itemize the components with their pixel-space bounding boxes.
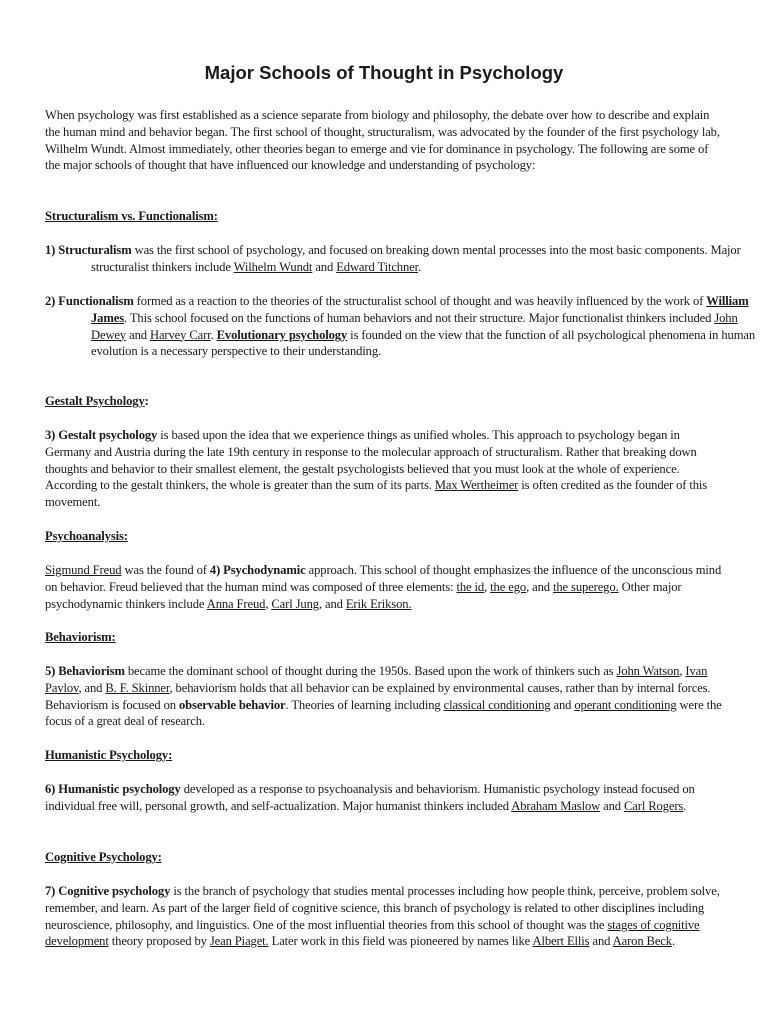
link-operant-conditioning[interactable]: operant conditioning — [574, 697, 677, 712]
link-john-watson[interactable]: John Watson — [616, 664, 680, 678]
paragraph-functionalism: 2) Functionalism formed as a reaction to the theories of the structuralist school of thought and was heavily influenced by the work of William James. This school focused on the functions of human behaviors and not their structure. Major functionalist thinkers included John Dewey and Harvey Carr. Evolutionary psychology is founded on the view that the function of all psychological phenomena in human evolution is a necessary perspective to their understanding. — [45, 294, 756, 359]
intro-paragraph: When psychology was first established as a science separate from biology and philosophy, the debate over how to describe and explain the human mind and behavior began. The first school of thought, structuralism, was advocated by the founder of the first psychology lab, Wilhelm Wundt. Almost immediately, other theories began to emerge and vie for dominance in psychology. The following are some of the major schools of thought that have influenced our knowledge and understanding of psychology: — [45, 108, 720, 173]
term-observable-behavior: observable behavior — [179, 697, 286, 712]
link-edward-titchner[interactable]: Edward Titchner — [336, 259, 419, 274]
link-aaron-beck[interactable]: Aaron Beck — [612, 934, 672, 949]
link-erik-erikson[interactable]: Erik Erikson. — [345, 596, 412, 611]
link-max-wertheimer[interactable]: Max Wertheimer — [434, 478, 519, 493]
paragraph-gestalt: 3) Gestalt psychology is based upon the idea that we experience things as unified wholes. This approach to psychology began in Germany and Austria during the late 19th century in response to the molecular approach of structuralism. Rather that breaking down thoughts and behavior to their smallest element, the gestalt psychologists believed that you must look at the whole of experience. According to the gestalt thinkers, the whole is greater than the sum of its parts. Max Wertheimer is often credited as the founder of this movement. — [45, 428, 708, 510]
section-heading-cognitive: Cognitive Psychology: — [45, 850, 162, 864]
paragraph-behaviorism: 5) Behaviorism became the dominant school of thought during the 1950s. Based upon the work of thinkers such as John Watson, Ivan Pavlov, and B. F. Skinner, behaviorism holds that all behavior can be explained by environmental causes, rather than by internal forces. Behaviorism is focused on observable behavior. Theories of learning including classical conditioning and operant conditioning were the focus of a great deal of research. — [45, 664, 722, 729]
term-psychodynamic: 4) Psychodynamic — [209, 563, 306, 577]
paragraph-psychodynamic: Sigmund Freud was the found of 4) Psychodynamic approach. This school of thought emphasizes the influence of the unconscious mind on behavior. Freud believed that the human mind was composed of three elements: the id, the ego, and the superego. Other major psychodynamic thinkers include Anna Freud, Carl Jung, and Erik Erikson. — [45, 563, 722, 611]
section-heading-humanistic: Humanistic Psychology: — [45, 748, 173, 762]
link-anna-freud[interactable]: Anna Freud — [206, 596, 266, 611]
link-albert-ellis[interactable]: Albert Ellis — [532, 934, 590, 949]
link-william-james[interactable]: William James — [91, 294, 749, 325]
link-stages-of-cognitive-development[interactable]: stages of cognitive development — [45, 917, 700, 949]
section-heading-psychoanalysis: Psychoanalysis: — [45, 529, 128, 543]
term-behaviorism: Behaviorism — [58, 664, 125, 678]
link-the-ego[interactable]: the ego — [490, 579, 527, 594]
link-john-dewey[interactable]: John Dewey — [91, 310, 738, 342]
term-functionalism: Functionalism — [58, 294, 134, 308]
link-the-superego[interactable]: the superego. — [552, 579, 619, 594]
link-abraham-maslow[interactable]: Abraham Maslow — [511, 798, 601, 813]
term-humanistic-psychology: Humanistic psychology — [58, 782, 181, 796]
term-gestalt-psychology: Gestalt psychology — [58, 428, 158, 442]
link-jean-piaget[interactable]: Jean Piaget. — [209, 934, 269, 949]
link-ivan-pavlov[interactable]: Ivan Pavlov — [45, 664, 708, 695]
section-heading-behaviorism: Behaviorism: — [45, 630, 116, 644]
link-the-id[interactable]: the id — [456, 579, 485, 594]
page-title: Major Schools of Thought in Psychology — [204, 62, 564, 83]
section-heading-gestalt: Gestalt Psychology: — [45, 394, 149, 408]
paragraph-cognitive: 7) Cognitive psychology is the branch of psychology that studies mental processes including how people think, perceive, problem solve, remember, and learn. As part of the larger field of cognitive science, this branch of psychology is related to other disciplines including neuroscience, philosophy, and linguistics. One of the most influential theories from this school of thought was the stages of cognitive development theory proposed by Jean Piaget. Later work in this field was pioneered by names like Albert Ellis and Aaron Beck. — [45, 884, 720, 949]
link-carl-jung[interactable]: Carl Jung — [271, 596, 319, 611]
link-bf-skinner[interactable]: B. F. Skinner — [105, 680, 170, 695]
link-classical-conditioning[interactable]: classical conditioning — [443, 697, 551, 712]
paragraph-structuralism: 1) Structuralism was the first school of psychology, and focused on breaking down mental processes into the most basic components. Major structuralist thinkers include Wilhelm Wundt and Edward Titchner. — [45, 243, 741, 274]
link-harvey-carr[interactable]: Harvey Carr — [149, 327, 211, 342]
section-heading-structuralism: Structuralism vs. Functionalism: — [45, 209, 218, 223]
term-cognitive-psychology: Cognitive psychology — [58, 884, 171, 898]
link-sigmund-freud[interactable]: Sigmund Freud — [45, 563, 122, 577]
link-evolutionary-psychology[interactable]: Evolutionary psychology — [216, 327, 348, 342]
term-structuralism: Structuralism — [58, 243, 132, 257]
link-wilhelm-wundt[interactable]: Wilhelm Wundt — [233, 259, 313, 274]
link-carl-rogers[interactable]: Carl Rogers — [624, 798, 684, 813]
paragraph-humanistic: 6) Humanistic psychology developed as a response to psychoanalysis and behaviorism. Humanistic psychology instead focused on individual free will, personal growth, and self-actualization. Major humanist thinkers included Abraham Maslow and Carl Rogers. — [45, 782, 695, 813]
